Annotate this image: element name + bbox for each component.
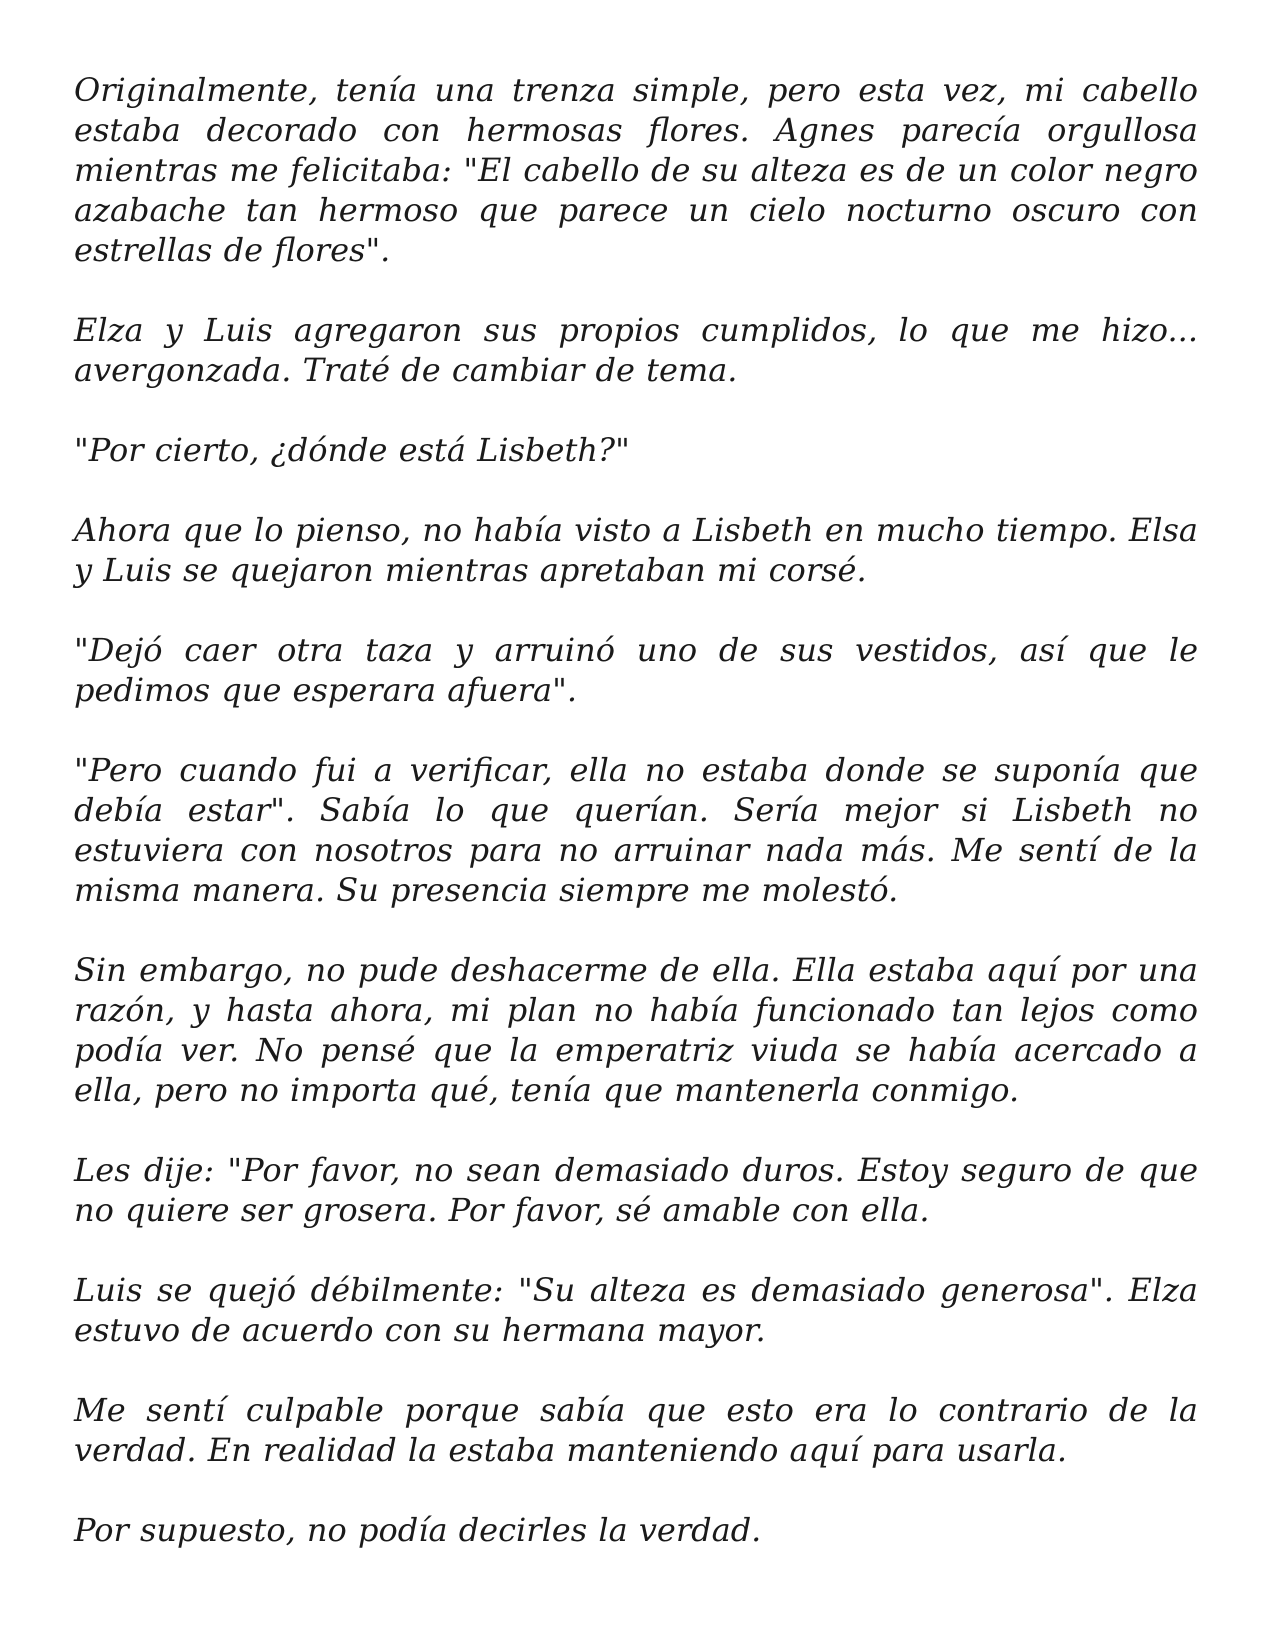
document-body [74, 70, 1198, 1550]
paragraph-1: Originalmente, tenía una trenza simple, pero esta vez, mi cabello estaba decorado con hermosas flores. Agnes parecía orgullosa mientras me felicitaba: "El cabello de su alteza es de un color negro azabache tan hermoso que parece un cielo nocturno oscuro con estrellas de flores". [74, 71, 1198, 269]
paragraph-8: Les dije: "Por favor, no sean demasiado duros. Estoy seguro de que no quiere ser grosera. Por favor, sé amable con ella. [74, 1151, 1198, 1229]
paragraph-7: Sin embargo, no pude deshacerme de ella. Ella estaba aquí por una razón, y hasta ahora, mi plan no había funcionado tan lejos como podía ver. No pensé que la emperatriz viuda se había acercado a ella, pero no importa qué, tenía que mantenerla conmigo. [74, 951, 1198, 1109]
paragraph-5: "Dejó caer otra taza y arruinó uno de sus vestidos, así que le pedimos que esperara afuera". [74, 631, 1198, 709]
paragraph-3: "Por cierto, ¿dónde está Lisbeth?" [74, 431, 630, 469]
paragraph-11: Por supuesto, no podía decirles la verdad. [74, 1511, 762, 1549]
paragraph-9: Luis se quejó débilmente: "Su alteza es demasiado generosa". Elza estuvo de acuerdo con su hermana mayor. [74, 1271, 1198, 1349]
paragraph-4: Ahora que lo pienso, no había visto a Lisbeth en mucho tiempo. Elsa y Luis se quejaron mientras apretaban mi corsé. [74, 511, 1198, 589]
paragraph-2: Elza y Luis agregaron sus propios cumplidos, lo que me hizo... avergonzada. Traté de cambiar de tema. [74, 311, 1198, 389]
paragraph-6: "Pero cuando fui a verificar, ella no estaba donde se suponía que debía estar". Sabía lo que querían. Sería mejor si Lisbeth no estuviera con nosotros para no arruinar nada más. Me sentí de la misma manera. Su presencia siempre me molestó. [74, 751, 1198, 909]
paragraph-10: Me sentí culpable porque sabía que esto era lo contrario de la verdad. En realidad la estaba manteniendo aquí para usarla. [74, 1391, 1198, 1469]
